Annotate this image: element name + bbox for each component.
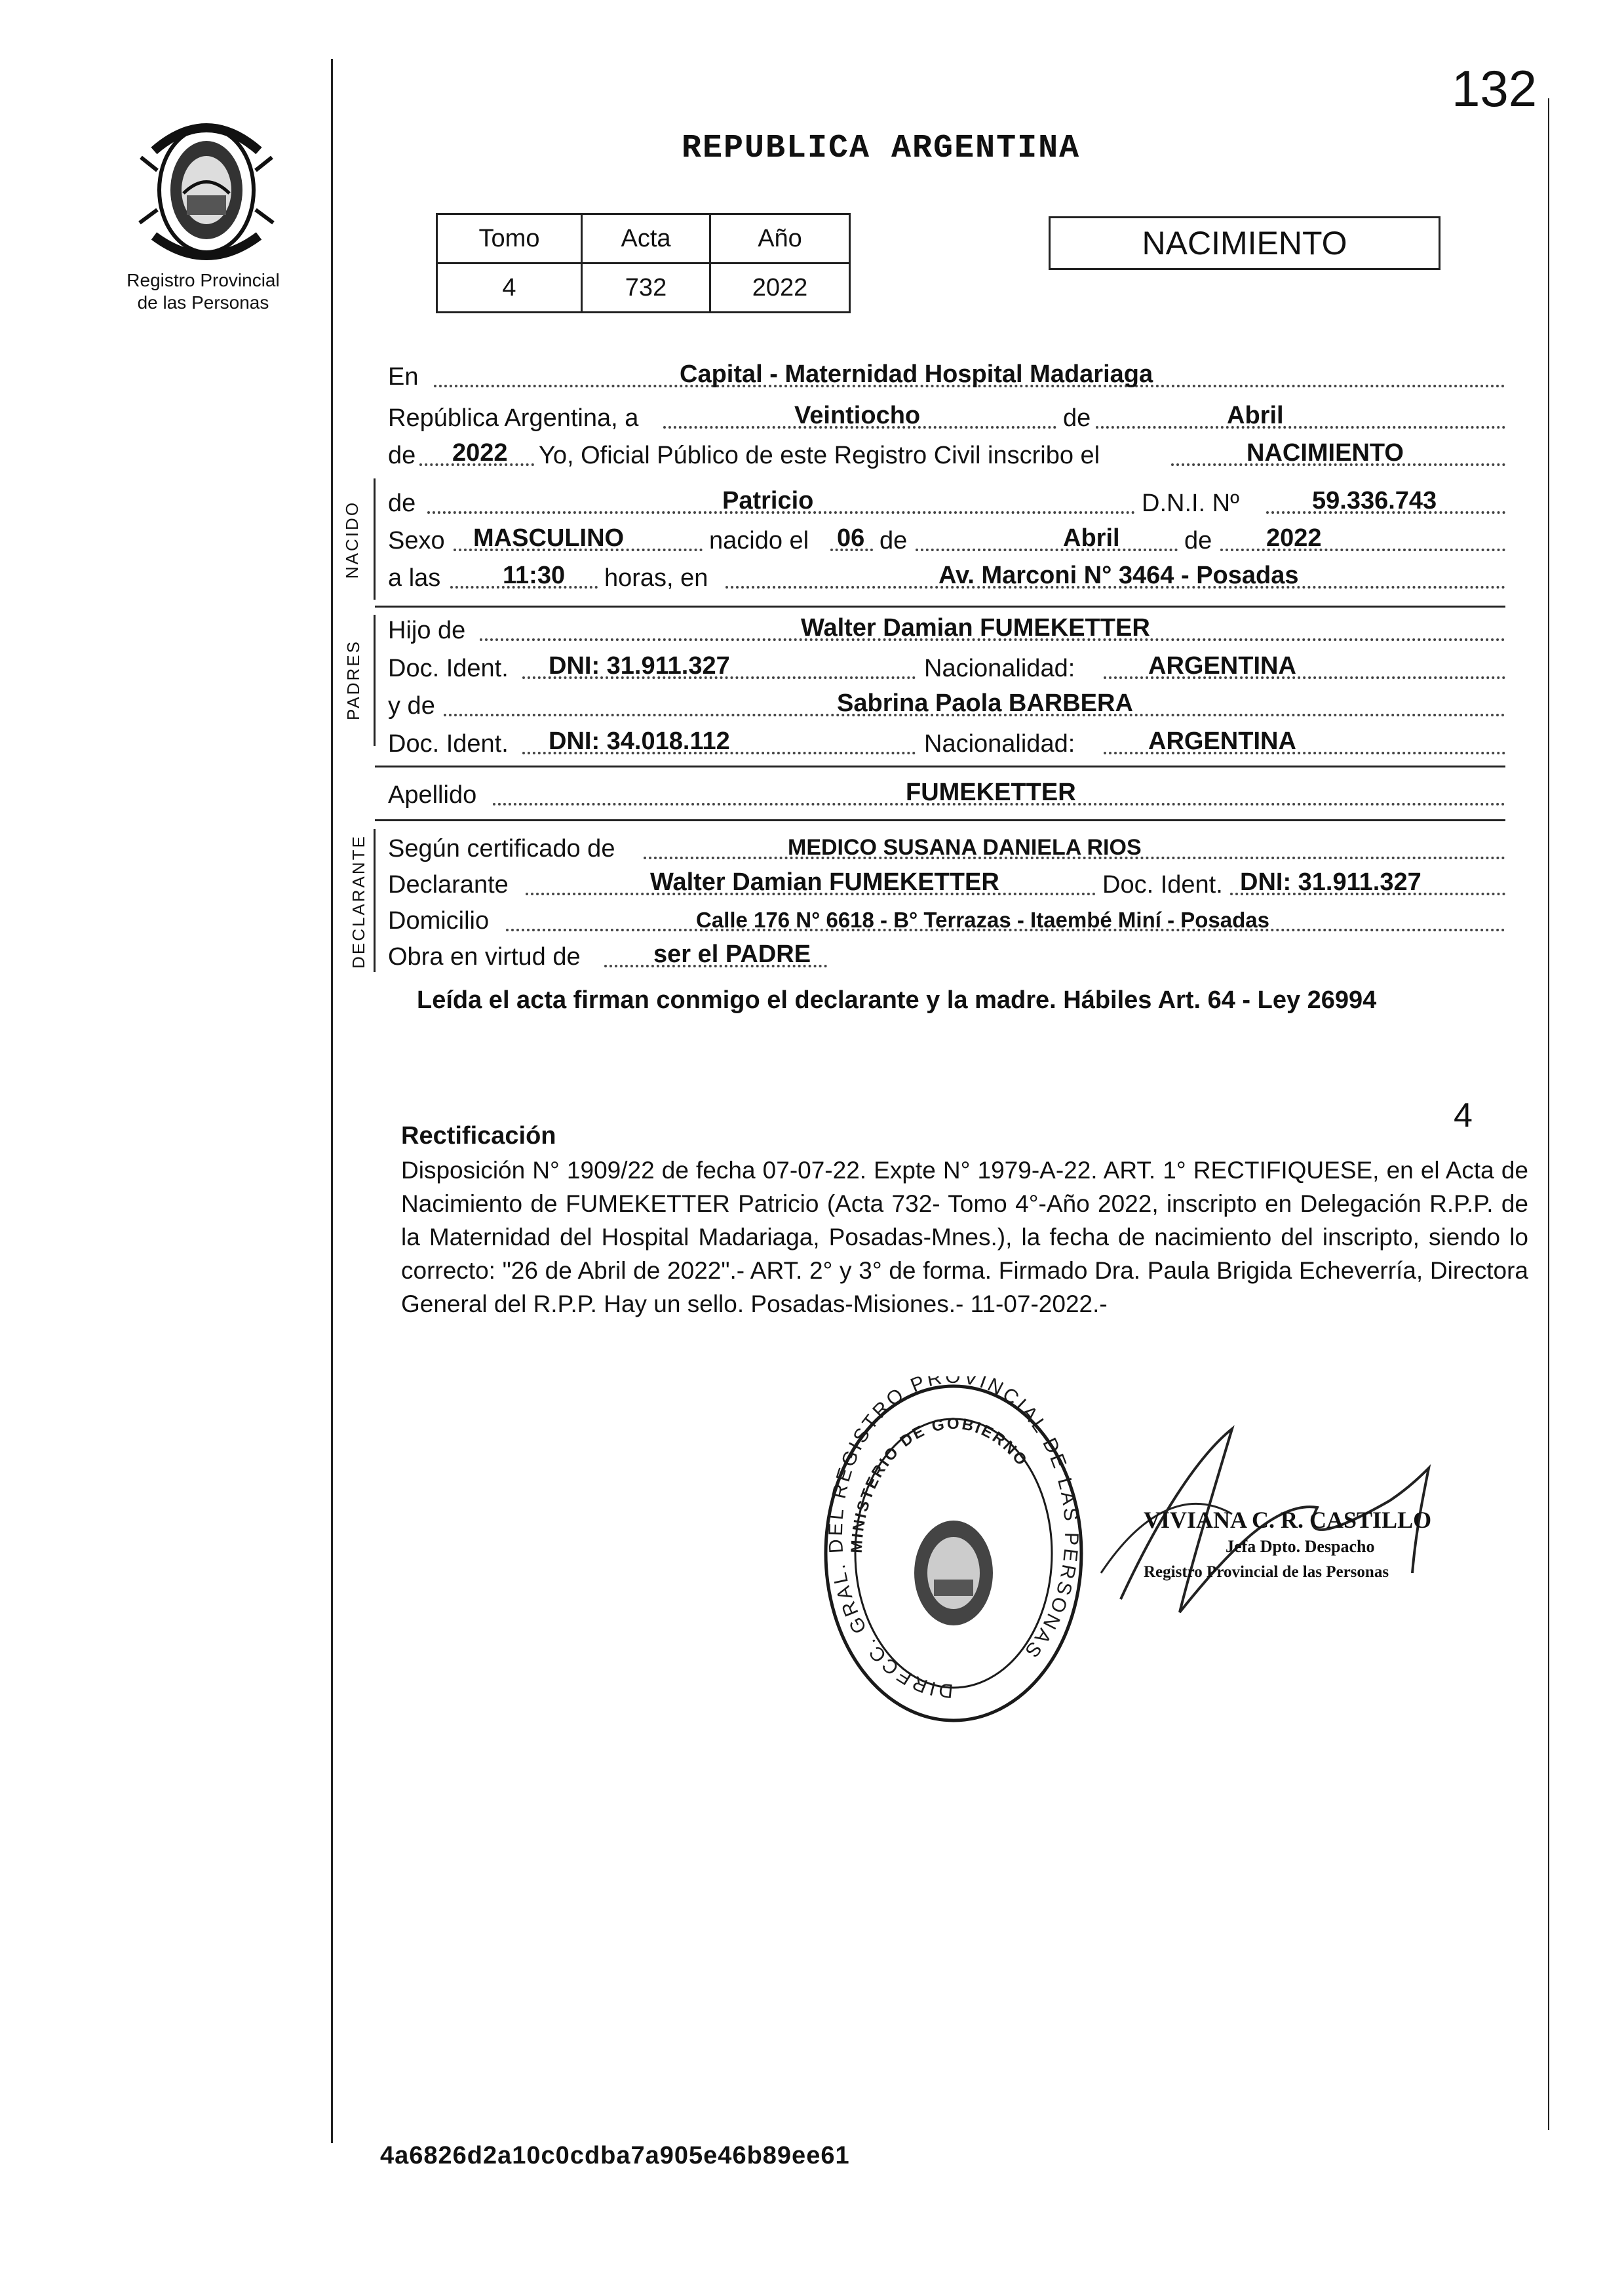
value-inscribo: NACIMIENTO: [1247, 439, 1404, 467]
row-anio-oficial: [388, 436, 1505, 475]
value-madre: Sabrina Paola BARBERA: [837, 689, 1133, 717]
label-a-las: a las: [388, 564, 441, 592]
value-domicilio: Calle 176 N° 6618 - B° Terrazas - Itaembé Miní - Posadas: [696, 908, 1269, 932]
signer-title: Jefa Dpto. Despacho: [1226, 1537, 1375, 1556]
document-hash: 4a6826d2a10c0cdba7a905e46b89ee61: [380, 2142, 850, 2169]
label-republica: República Argentina, a: [388, 404, 639, 432]
section-rule-1: [375, 606, 1505, 608]
section-rule-3: [375, 819, 1505, 821]
label-de-2: de: [388, 442, 416, 469]
row-declarante: [388, 865, 1505, 904]
value-certificado: MEDICO SUSANA DANIELA RIOS: [788, 835, 1142, 860]
table-header-tomo: Tomo: [437, 214, 582, 263]
value-anio: 2022: [452, 439, 508, 467]
left-margin-rule: [331, 59, 333, 2143]
label-dni: D.N.I. Nº: [1142, 490, 1239, 517]
value-doc-padre: DNI: 31.911.327: [549, 652, 730, 680]
label-doc-ident-3: Doc. Ident.: [1102, 871, 1223, 899]
row-en: [388, 357, 1505, 397]
label-de-4: de: [880, 527, 908, 554]
row-domicilio: [388, 901, 1505, 941]
row-certificado: [388, 829, 1505, 868]
side-label-declarante: DECLARANTE: [348, 834, 368, 969]
row-doc-padre: [388, 649, 1505, 688]
label-sexo: Sexo: [388, 527, 445, 554]
value-nacido-mes: Abril: [1063, 524, 1120, 552]
row-madre: [388, 686, 1505, 726]
label-nacionalidad-1: Nacionalidad:: [924, 655, 1075, 682]
value-apellido: FUMEKETTER: [906, 779, 1076, 806]
table-value-anio: 2022: [710, 263, 850, 313]
label-declarante: Declarante: [388, 871, 509, 899]
seal-outer-text: DIRECC. GRAL. DEL REGISTRO PROVINCIAL DE LAS PERSONAS: [824, 1376, 1083, 1702]
province-logo: [134, 111, 279, 275]
value-dni: 59.336.743: [1312, 487, 1437, 514]
declarante-bracket: [374, 829, 376, 972]
side-label-nacido: NACIDO: [342, 500, 362, 579]
value-doc-madre: DNI: 34.018.112: [549, 728, 730, 755]
value-mes: Abril: [1227, 402, 1284, 429]
value-declarante: Walter Damian FUMEKETTER: [650, 868, 999, 896]
value-doc-declarante: DNI: 31.911.327: [1240, 868, 1421, 896]
value-nacionalidad-madre: ARGENTINA: [1148, 728, 1296, 755]
value-nacido-dia: 06: [837, 524, 865, 552]
section-rule-2: [375, 766, 1505, 767]
nacido-bracket: [374, 478, 376, 600]
table-value-acta: 732: [582, 263, 710, 313]
value-nacido-anio: 2022: [1266, 524, 1322, 552]
label-en: En: [388, 363, 419, 391]
official-seal: [816, 1376, 1091, 1730]
value-lugar-nacimiento: Av. Marconi N° 3464 - Posadas: [938, 562, 1299, 589]
side-label-padres: PADRES: [343, 640, 363, 720]
value-nacionalidad-padre: ARGENTINA: [1148, 652, 1296, 680]
label-oficial: Yo, Oficial Público de este Registro Civil inscribo el: [539, 442, 1100, 469]
label-obra-en-virtud: Obra en virtud de: [388, 943, 581, 971]
value-sexo: MASCULINO: [473, 524, 625, 552]
label-y-de: y de: [388, 692, 435, 720]
value-obra: ser el PADRE: [653, 941, 811, 968]
row-doc-madre: [388, 724, 1505, 764]
row-nombre: [388, 484, 1505, 523]
value-dia: Veintiocho: [794, 402, 921, 429]
row-obra: [388, 937, 1505, 977]
value-padre: Walter Damian FUMEKETTER: [801, 614, 1150, 642]
label-de-3: de: [388, 490, 416, 517]
label-de-1: de: [1063, 404, 1091, 432]
label-doc-ident-1: Doc. Ident.: [388, 655, 509, 682]
rectificacion-number: 4: [1454, 1096, 1473, 1135]
signer-name: VIVIANA C. R. CASTILLO: [1144, 1507, 1432, 1533]
label-nacido: nacido el: [709, 527, 809, 554]
row-sexo: [388, 521, 1505, 560]
page-number: 132: [1452, 60, 1537, 117]
row-republica: [388, 398, 1505, 438]
closing-statement: Leída el acta firman conmigo el declarante y la madre. Hábiles Art. 64 - Ley 26994: [417, 986, 1377, 1014]
table-header-acta: Acta: [582, 214, 710, 263]
record-type-box: NACIMIENTO: [1049, 216, 1440, 270]
value-nombre: Patricio: [722, 487, 814, 514]
label-hijo-de: Hijo de: [388, 617, 466, 644]
rectificacion-title: Rectificación: [401, 1122, 556, 1150]
label-de-5: de: [1184, 527, 1212, 554]
row-hora-lugar: [388, 558, 1505, 598]
value-lugar-inscripcion: Capital - Maternidad Hospital Madariaga: [680, 360, 1153, 388]
row-padre: [388, 611, 1505, 650]
label-apellido: Apellido: [388, 781, 477, 809]
table-header-anio: Año: [710, 214, 850, 263]
value-hora: 11:30: [503, 562, 566, 589]
label-segun-certificado: Según certificado de: [388, 835, 615, 863]
label-horas-en: horas, en: [604, 564, 708, 592]
registry-name-line1: Registro Provincial: [126, 270, 280, 290]
signer-org: Registro Provincial de las Personas: [1144, 1563, 1389, 1581]
label-domicilio: Domicilio: [388, 907, 490, 935]
table-value-tomo: 4: [437, 263, 582, 313]
country-title: REPUBLICA ARGENTINA: [682, 130, 1081, 167]
padres-bracket: [374, 615, 376, 746]
rectificacion-body: Disposición N° 1909/22 de fecha 07-07-22. Expte N° 1979-A-22. ART. 1° RECTIFIQUESE, en el Acta de Nacimiento de FUMEKETTER Patricio (Acta 732- Tomo 4°-Año 2022, inscripto en Delegación R.P.P. de la Maternidad del Hospital Madariaga, Posadas-Mnes.), la fecha de nacimiento del inscripto, siendo lo correcto: "26 de Abril de 2022".- ART. 2° y 3° de forma. Firmado Dra. Paula Brigida Echeverría, Directora General del R.P.P. Hay un sello. Posadas-Misiones.- 11-07-2022.-: [401, 1157, 1528, 1317]
label-nacionalidad-2: Nacionalidad:: [924, 730, 1075, 758]
label-doc-ident-2: Doc. Ident.: [388, 730, 509, 758]
registry-name-line2: de las Personas: [137, 292, 269, 313]
right-margin-rule: [1548, 98, 1549, 2130]
row-apellido: [388, 775, 1505, 815]
record-reference-table: [436, 213, 851, 313]
seal-inner-text: MINISTERIO DE GOBIERNO: [847, 1414, 1032, 1554]
